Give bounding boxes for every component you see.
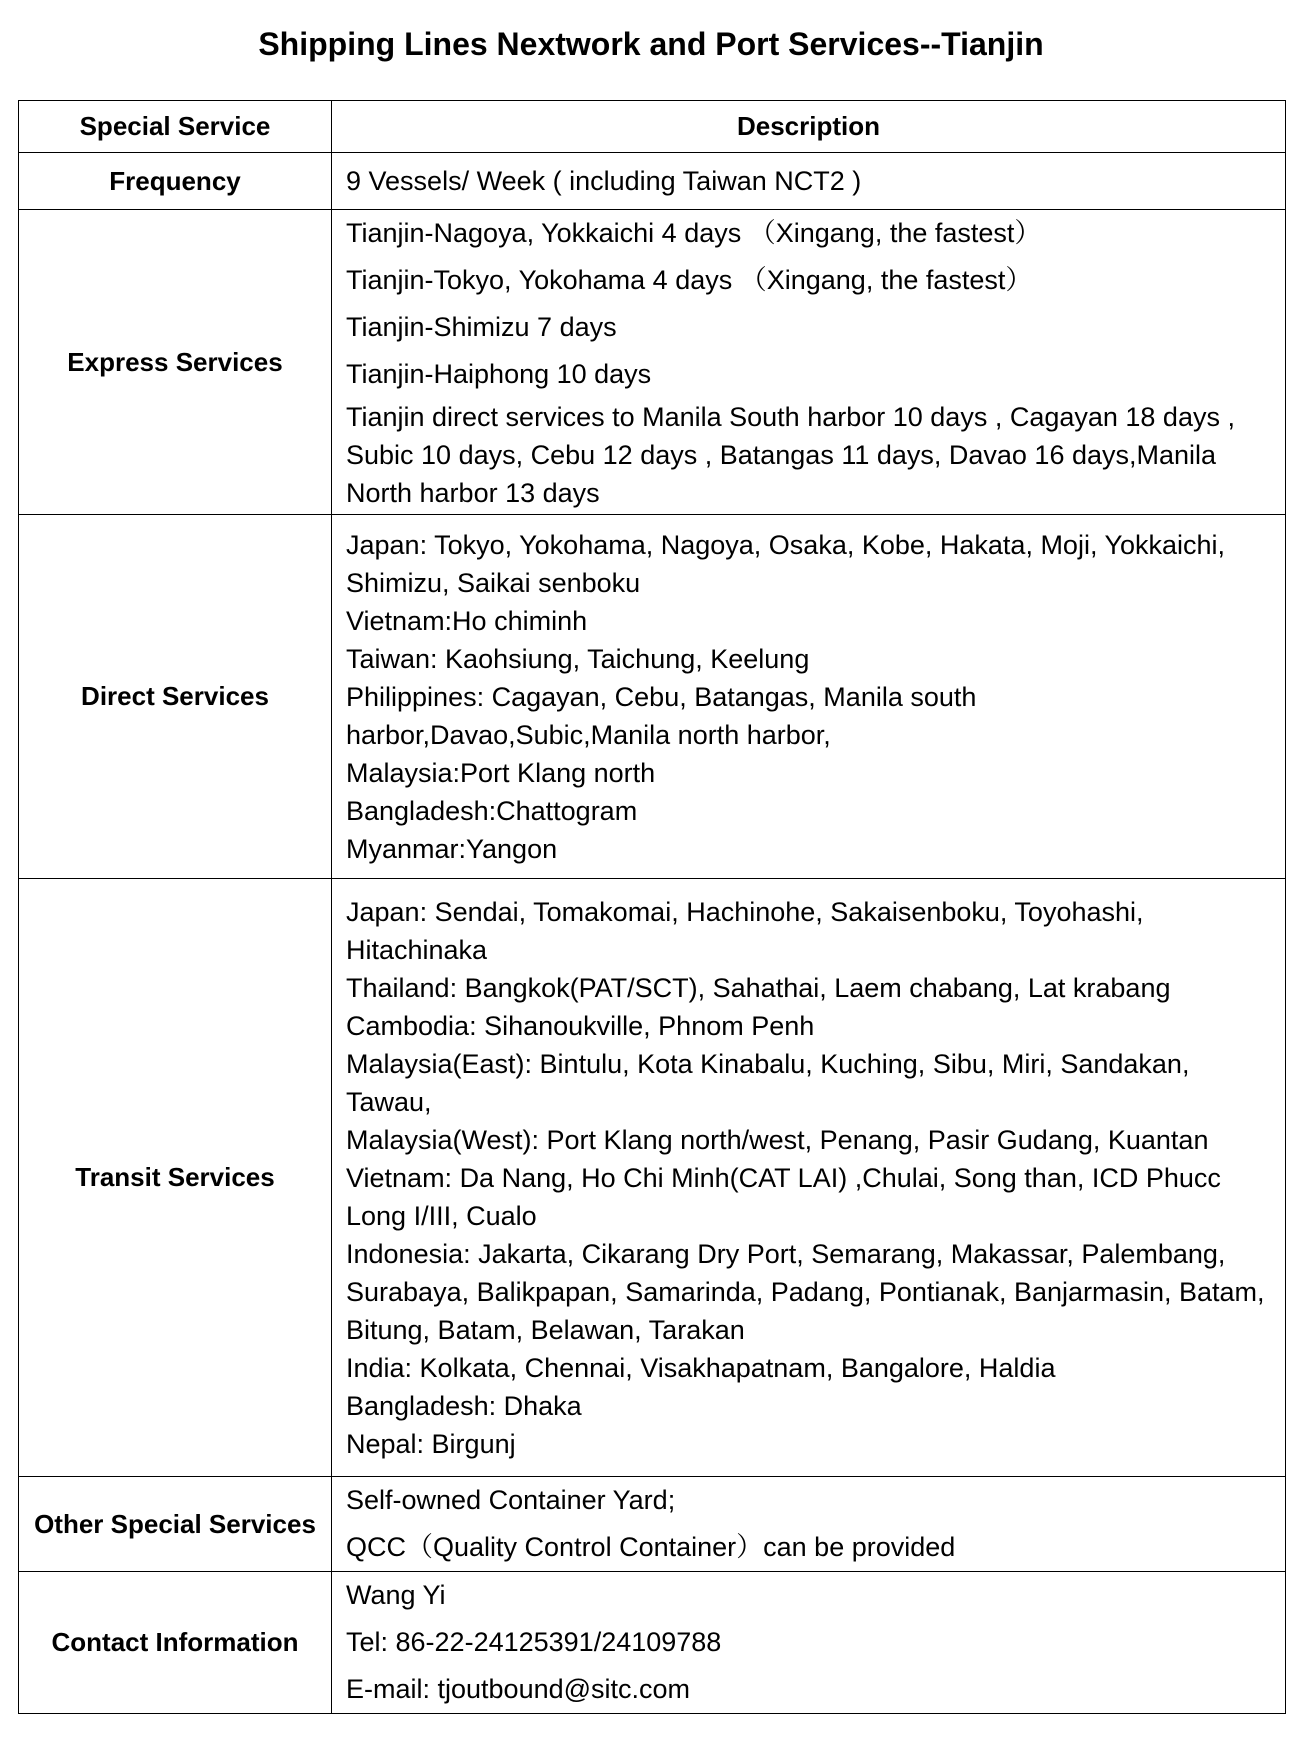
header-special-service: Special Service [19, 101, 332, 153]
direct-row [19, 515, 1286, 879]
header-row [19, 101, 1286, 153]
express-line: Tianjin-Shimizu 7 days [346, 312, 617, 342]
contact-desc [332, 1572, 1286, 1714]
transit-line: Japan: Sendai, Tomakomai, Hachinohe, Sakaisenboku, Toyohashi, Hitachinaka [346, 896, 1144, 965]
page-title: Shipping Lines Nextwork and Port Services--Tianjin [258, 26, 1044, 62]
transit-line: Cambodia: Sihanoukville, Phnom Penh [346, 1010, 815, 1041]
direct-line: Philippines: Cagayan, Cebu, Batangas, Manila south harbor,Davao,Subic,Manila north harbor, [346, 681, 977, 750]
contact-name: Wang Yi [346, 1580, 446, 1610]
header-description: Description [332, 101, 1286, 153]
frequency-label: Frequency [19, 153, 332, 210]
express-row [19, 210, 1286, 515]
direct-desc [332, 515, 1286, 879]
express-label: Express Services [19, 210, 332, 515]
direct-line: Vietnam:Ho chiminh [346, 605, 588, 636]
frequency-row [19, 153, 1286, 210]
direct-line: Myanmar:Yangon [346, 833, 558, 864]
transit-line: Vietnam: Da Nang, Ho Chi Minh(CAT LAI) ,Chulai, Song than, ICD Phucc Long I/III, Cualo [346, 1162, 1221, 1231]
direct-line: Bangladesh:Chattogram [346, 795, 638, 826]
transit-line: Malaysia(West): Port Klang north/west, Penang, Pasir Gudang, Kuantan [346, 1124, 1209, 1155]
direct-line: Japan: Tokyo, Yokohama, Nagoya, Osaka, Kobe, Hakata, Moji, Yokkaichi, Shimizu, Saikai senboku [346, 529, 1226, 598]
other-label: Other Special Services [19, 1477, 332, 1572]
express-desc [332, 210, 1286, 515]
transit-line: Malaysia(East): Bintulu, Kota Kinabalu, Kuching, Sibu, Miri, Sandakan, Tawau, [346, 1048, 1190, 1117]
contact-tel: Tel: 86-22-24125391/24109788 [346, 1627, 722, 1657]
other-line: QCC（Quality Control Container）can be provided [346, 1532, 956, 1562]
contact-label: Contact Information [19, 1572, 332, 1714]
direct-line: Malaysia:Port Klang north [346, 757, 656, 788]
other-line: Self-owned Container Yard; [346, 1485, 676, 1515]
other-row [19, 1477, 1286, 1572]
transit-line: Thailand: Bangkok(PAT/SCT), Sahathai, Laem chabang, Lat krabang [346, 972, 1171, 1003]
transit-row [19, 879, 1286, 1477]
express-line: Tianjin-Haiphong 10 days [346, 359, 652, 389]
other-desc [332, 1477, 1286, 1572]
services-table [18, 100, 1286, 1714]
contact-row [19, 1572, 1286, 1714]
direct-label: Direct Services [19, 515, 332, 879]
contact-email[interactable]: E-mail: tjoutbound@sitc.com [346, 1674, 691, 1704]
transit-line: Bangladesh: Dhaka [346, 1390, 582, 1421]
transit-line: India: Kolkata, Chennai, Visakhapatnam, Bangalore, Haldia [346, 1352, 1056, 1383]
express-line: Tianjin-Nagoya, Yokkaichi 4 days （Xingang, the fastest） [346, 218, 1042, 248]
frequency-text: 9 Vessels/ Week ( including Taiwan NCT2 ) [332, 153, 1286, 210]
transit-line: Indonesia: Jakarta, Cikarang Dry Port, Semarang, Makassar, Palembang, Surabaya, Balikpapan, Samarinda, Padang, Pontianak, Banjarmasin, Batam, Bitung, Batam, Belawan, Tarakan [346, 1238, 1265, 1345]
direct-line: Taiwan: Kaohsiung, Taichung, Keelung [346, 643, 810, 674]
transit-line: Nepal: Birgunj [346, 1428, 516, 1459]
transit-label: Transit Services [19, 879, 332, 1477]
express-line: Tianjin-Tokyo, Yokohama 4 days （Xingang, the fastest） [346, 265, 1033, 295]
express-manila: Tianjin direct services to Manila South harbor 10 days , Cagayan 18 days , Subic 10 days, Cebu 12 days , Batangas 11 days, Davao 16 days,Manila North harbor 13 days [346, 402, 1235, 508]
transit-desc [332, 879, 1286, 1477]
